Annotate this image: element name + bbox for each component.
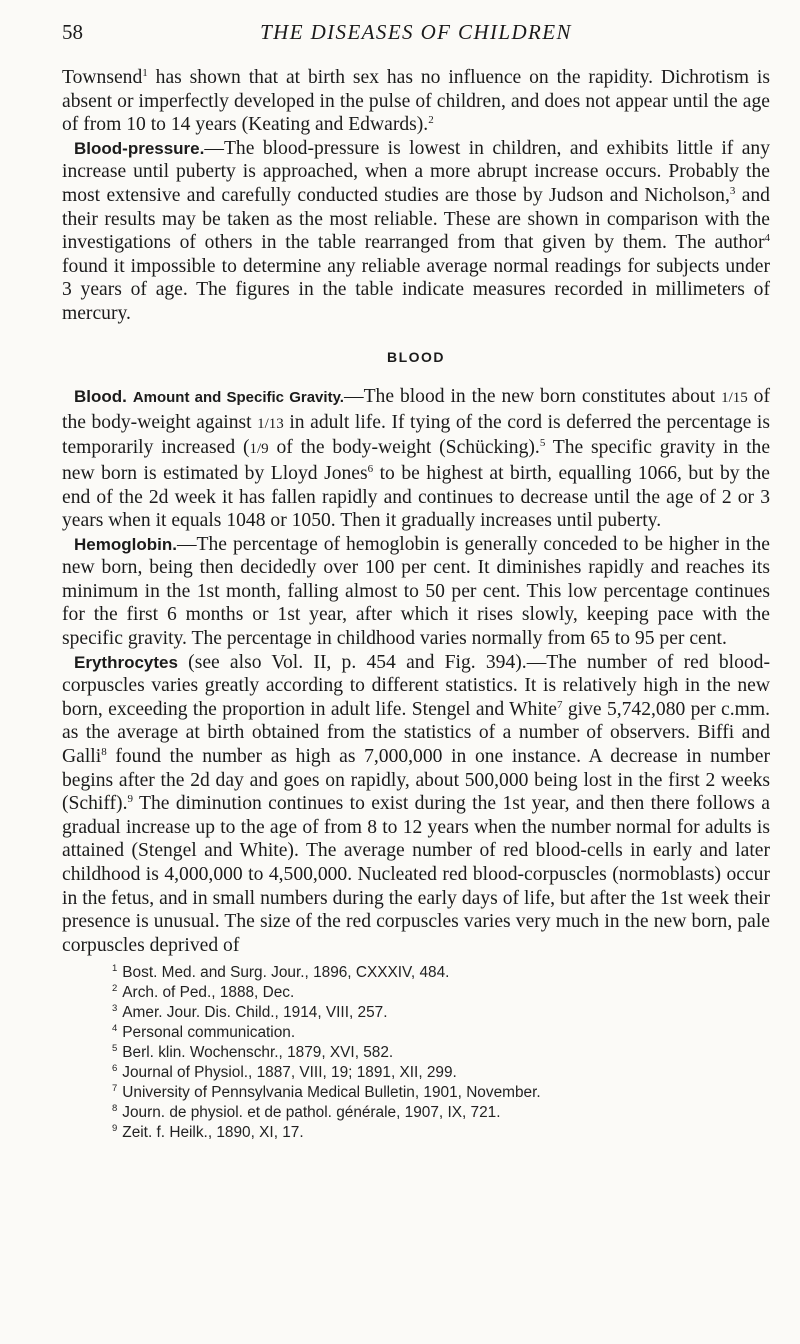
text-run: —The percentage of hemoglobin is generally conceded to be higher in the new born, being then decidedly over 100 per cent. It diminishes rapidly and reaches its minimum in the 1st month, falling almost to 50 per cent. This low percentage continues for the first 6 months or 1st year, after which it rises slowly, keeping pace with the specific gravity. The percentage in childhood varies normally from 65 to 95 per cent. bbox=[62, 533, 770, 650]
footnote-text: Berl. klin. Wochenschr., 1879, XVI, 582. bbox=[122, 1044, 394, 1062]
text-run: The diminution continues to exist during the 1st year, and then there follows a gradual increase up to the age of from 8 to 12 years when the number normal for adults is attained (Stengel and White). The average number of red blood-cells in early and later childhood is 4,000,000 to 4,500,000. Nucleated red blood-corpuscles (normoblasts) occur in the fetus, and in small numbers during the early days of life, but after the 1st week their presence is unusual. The size of the red corpuscles varies very much in the new born, pale corpuscles deprived of bbox=[62, 793, 770, 956]
run-in-subheading: Amount and Specific Gravity. bbox=[132, 389, 344, 407]
text-run: and their results may be taken as the most reliable. These are shown in comparison with the investigations of others in the table rearranged from that given by them. The author bbox=[62, 184, 770, 254]
footnote-mark: 9 bbox=[112, 1123, 118, 1135]
footnote-ref: 2 bbox=[428, 114, 434, 127]
footnote-ref: 8 bbox=[101, 746, 107, 759]
paragraph-blood-pressure bbox=[62, 137, 770, 326]
run-in-heading-erythrocytes: Erythrocytes bbox=[74, 652, 178, 672]
footnote-text: Journ. de physiol. et de pathol. générale, 1907, IX, 721. bbox=[122, 1104, 501, 1122]
run-in-heading-hemoglobin: Hemoglobin. bbox=[74, 534, 177, 554]
paragraph-hemoglobin bbox=[62, 533, 770, 651]
footnote-ref: 3 bbox=[729, 184, 736, 197]
text-run: found the number as high as 7,000,000 in one instance. A decrease in number begins after the 2d day and goes on rapidly, about 500,000 being lost in the first 2 weeks (Schiff). bbox=[62, 746, 770, 815]
footnote-mark: 2 bbox=[112, 983, 118, 995]
footnote-text: University of Pennsylvania Medical Bulletin, 1901, November. bbox=[122, 1084, 541, 1102]
footnote-mark: 7 bbox=[112, 1083, 118, 1095]
fraction: 1/15 bbox=[721, 390, 748, 407]
footnote-text: Arch. of Ped., 1888, Dec. bbox=[122, 984, 295, 1002]
footnote-mark: 6 bbox=[112, 1063, 118, 1075]
text-run: found it impossible to determine any reliable average normal readings for subjects under 3 years of age. The figures in the table indicate measures recorded in millimeters of mercury. bbox=[62, 255, 770, 324]
text-run: —The blood-pressure is lowest in children, and exhibits little if any increase until puberty is approached, when a more abrupt increase occurs. Probably the most extensive and carefully conducted studies are those by Judson and Nicholson, bbox=[62, 137, 770, 206]
text-run: in adult life. If tying of the cord is deferred the percentage is temporarily increased ( bbox=[62, 411, 770, 459]
running-head: THE DISEASES OF CHILDREN bbox=[260, 20, 572, 44]
fraction: 1/9 bbox=[249, 441, 269, 458]
text-run: —The blood in the new born constitutes about bbox=[343, 386, 722, 408]
footnote-text: Zeit. f. Heilk., 1890, XI, 17. bbox=[122, 1124, 304, 1142]
text-run: (see also Vol. II, p. 454 and Fig. 394). bbox=[177, 651, 527, 673]
footnote bbox=[112, 963, 770, 983]
paragraph-pulse bbox=[62, 66, 770, 137]
text-run: The specific gravity in the new born is estimated by Lloyd Jones bbox=[62, 437, 771, 484]
footnote-ref: 6 bbox=[367, 462, 374, 475]
book-page bbox=[62, 20, 770, 1143]
footnote-ref: 5 bbox=[539, 437, 546, 450]
run-in-heading-blood: Blood. bbox=[74, 387, 127, 407]
footnote bbox=[112, 1063, 770, 1083]
text-run: of the body-weight (Schücking). bbox=[268, 437, 540, 459]
footnote-mark: 8 bbox=[112, 1103, 118, 1115]
footnote-ref: 1 bbox=[142, 67, 148, 79]
text-run: has shown that at birth sex has no influence on the rapidity. Dichrotism is absent or imperfectly developed in the pulse of children, and does not appear until the age of from 10 to 14 years (Keating and Edwards). bbox=[62, 67, 770, 136]
page-header bbox=[62, 20, 770, 52]
footnote bbox=[112, 1023, 770, 1043]
text-run: Townsend bbox=[62, 67, 143, 88]
footnote bbox=[112, 1123, 770, 1143]
text-run: —The number of red blood-corpuscles varies greatly according to different statistics. It is relatively high in the new born, exceeding the proportion in adult life. Stengel and White bbox=[62, 651, 771, 720]
page-number: 58 bbox=[62, 20, 83, 44]
paragraph-blood-amount bbox=[62, 385, 770, 533]
footnote bbox=[112, 1043, 770, 1063]
text-run: of the body-weight against bbox=[62, 386, 770, 433]
footnote-mark: 3 bbox=[112, 1003, 118, 1015]
paragraph-erythrocytes bbox=[62, 651, 770, 958]
footnotes bbox=[112, 963, 770, 1143]
fraction: 1/13 bbox=[257, 415, 284, 432]
footnote-mark: 4 bbox=[112, 1023, 118, 1035]
footnote-ref: 9 bbox=[127, 793, 133, 806]
section-heading-blood: BLOOD bbox=[386, 348, 446, 365]
body-text bbox=[62, 66, 770, 957]
text-run: give 5,742,080 per c.mm. as the average at birth obtained from the statistics of a number of observers. Biffi and Galli bbox=[62, 698, 771, 768]
footnote-text: Amer. Jour. Dis. Child., 1914, VIII, 257. bbox=[122, 1004, 388, 1022]
footnote-text: Journal of Physiol., 1887, VIII, 19; 1891, XII, 299. bbox=[122, 1064, 457, 1082]
footnote-ref: 4 bbox=[764, 232, 770, 245]
footnote-text: Personal communication. bbox=[122, 1024, 296, 1042]
footnote-mark: 5 bbox=[112, 1043, 118, 1055]
footnote bbox=[112, 1103, 770, 1123]
footnote bbox=[112, 983, 770, 1003]
footnote-mark: 1 bbox=[112, 963, 118, 975]
footnote bbox=[112, 1083, 770, 1103]
text-run: to be highest at birth, equalling 1066, but by the end of the 2d week it has fallen rapidly and continues to decrease until the age of 2 or 3 years when it equals 1048 or 1050. Then it gradually increases until puberty. bbox=[62, 462, 770, 532]
footnote bbox=[112, 1003, 770, 1023]
footnote-text: Bost. Med. and Surg. Jour., 1896, CXXXIV, 484. bbox=[122, 964, 450, 982]
run-in-heading-blood-pressure: Blood-pressure. bbox=[74, 138, 205, 158]
footnote-ref: 7 bbox=[557, 698, 563, 711]
